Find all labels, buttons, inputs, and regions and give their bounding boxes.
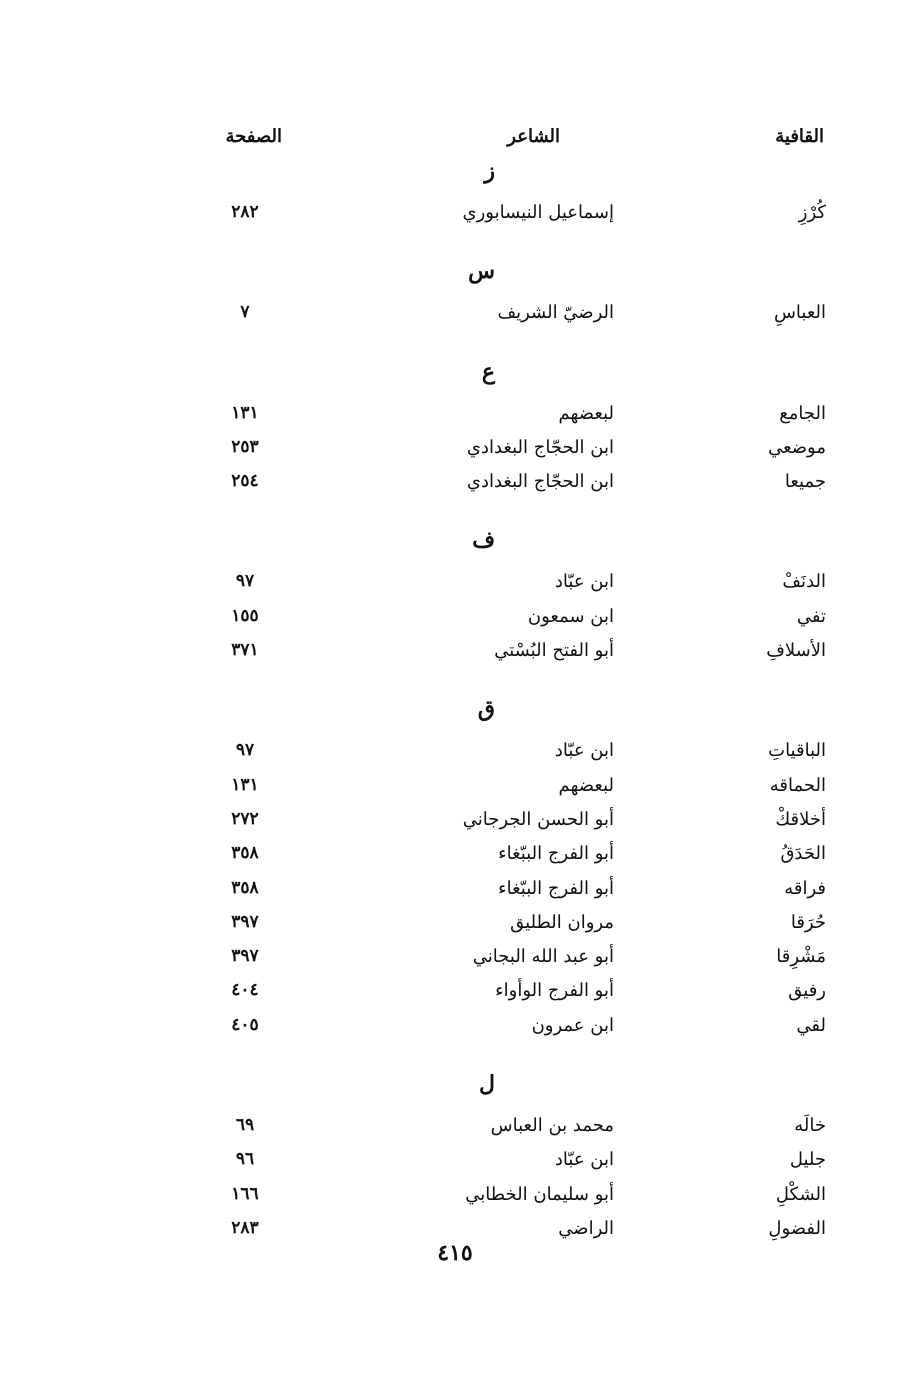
rhyme-cell: مَشْرِقا (776, 946, 826, 968)
index-row (0, 839, 910, 873)
index-row (0, 1111, 910, 1145)
section-letter (0, 357, 910, 391)
page-cell: ٢٧٢ (231, 808, 259, 829)
index-row (0, 908, 910, 942)
poet-cell: ابن الحجّاج البغدادي (466, 436, 614, 458)
page-number: ٤١٥ (437, 1240, 473, 1266)
header-rhyme: القافية (775, 126, 824, 147)
page-cell: ٦٩ (235, 1115, 255, 1136)
poet-cell: ابن الحجّاج البغدادي (466, 471, 614, 493)
rhyme-cell: الباقياتِ (768, 740, 826, 762)
section-letter (0, 1069, 910, 1103)
page-cell: ١٣١ (231, 774, 259, 795)
index-row (0, 874, 910, 908)
poet-cell: أبو الفرج الببّغاء (498, 843, 614, 865)
rhyme-cell: تفي (796, 605, 826, 627)
rhyme-cell: الحماقه (769, 774, 826, 796)
rhyme-cell: الأسلافِ (766, 640, 826, 662)
rhyme-cell: العباسِ (773, 302, 826, 324)
poet-cell: ابن سمعون (527, 605, 614, 627)
rhyme-cell: حُرَقا (790, 911, 826, 933)
rhyme-cell: الحَدَقُ (780, 843, 826, 865)
rhyme-cell: فراقه (784, 877, 826, 899)
rhyme-cell: موضعي (768, 436, 826, 458)
poet-cell: الرضيّ الشريف (497, 302, 614, 324)
index-row (0, 736, 910, 770)
poet-cell: أبو الحسن الجرجاني (462, 808, 614, 830)
poet-cell: ابن عبّاد (554, 571, 614, 593)
page-cell: ٣٥٨ (231, 877, 259, 898)
poet-cell: أبو سليمان الخطابي (465, 1183, 614, 1205)
rhyme-cell: جميعا (784, 471, 826, 493)
rhyme-cell: الجامع (779, 402, 826, 424)
index-row (0, 433, 910, 467)
rhyme-cell: كُرْزِ (798, 202, 826, 223)
section-letter (0, 256, 910, 290)
poet-cell: محمد بن العباس (490, 1115, 614, 1137)
index-row (0, 198, 910, 232)
index-row (0, 771, 910, 805)
poet-cell: أبو الفرج الوأواء (495, 980, 614, 1002)
page-cell: ٩٦ (235, 1149, 255, 1170)
header-poet: الشاعر (507, 126, 560, 147)
section-letter-text: ف (472, 527, 495, 554)
page-cell: ٣٧١ (231, 640, 259, 661)
header-page: الصفحة (225, 126, 282, 147)
page-cell: ١٣١ (231, 402, 259, 423)
rhyme-cell: لقي (796, 1014, 826, 1036)
rhyme-cell: خالَه (794, 1115, 826, 1137)
rhyme-cell: الشكْلِ (775, 1183, 826, 1205)
poet-cell: الراضي (558, 1217, 614, 1239)
section-letter-text: ل (479, 1071, 495, 1098)
index-row (0, 467, 910, 501)
index-row (0, 976, 910, 1010)
page-cell: ٣٥٨ (231, 843, 259, 864)
rhyme-cell: رفيق (788, 980, 826, 1002)
section-letter-text: س (468, 258, 495, 285)
page-cell: ٢٥٤ (231, 471, 259, 492)
index-body (0, 156, 910, 1248)
page-cell: ٣٩٧ (231, 911, 259, 932)
index-row (0, 805, 910, 839)
section-letter (0, 156, 910, 190)
rhyme-cell: الدنَفْ (782, 571, 826, 593)
section-letter-text: ع (481, 358, 495, 385)
page-cell: ٩٧ (235, 571, 255, 592)
poet-cell: لبعضهم (558, 402, 614, 424)
poet-cell: إسماعيل النيسابوري (462, 202, 614, 223)
index-row (0, 1180, 910, 1214)
poet-cell: ابن عبّاد (554, 740, 614, 762)
section-letter (0, 694, 910, 728)
poet-cell: ابن عبّاد (554, 1149, 614, 1171)
section-letter-text: ز (484, 158, 495, 184)
poet-cell: مروان الطليق (510, 911, 614, 933)
index-row (0, 567, 910, 601)
poet-cell: ابن عمرون (531, 1014, 614, 1036)
index-row (0, 602, 910, 636)
page-cell: ٢٨٢ (231, 202, 259, 222)
page-cell: ٢٥٣ (231, 436, 259, 457)
index-row (0, 636, 910, 670)
rhyme-cell: جليل (789, 1149, 826, 1171)
page-footer (0, 1240, 910, 1266)
rhyme-cell: أخلاقكْ (775, 808, 826, 830)
section-letter-text: ق (477, 696, 495, 723)
index-row (0, 298, 910, 332)
page-cell: ٣٩٧ (231, 946, 259, 967)
table-header (0, 126, 910, 156)
poet-cell: لبعضهم (558, 774, 614, 796)
page-cell: ٤٠٥ (231, 1014, 259, 1035)
page-cell: ١٥٥ (231, 605, 259, 626)
index-row (0, 399, 910, 433)
page-cell: ٤٠٤ (231, 980, 259, 1001)
index-row (0, 1145, 910, 1179)
page-cell: ٢٨٣ (231, 1217, 259, 1238)
index-row (0, 1011, 910, 1045)
page-cell: ٩٧ (235, 740, 255, 761)
page-cell: ١٦٦ (231, 1183, 259, 1204)
section-letter (0, 525, 910, 559)
poet-cell: أبو الفتح البُسْتي (494, 640, 614, 662)
poet-cell: أبو الفرج الببّغاء (498, 877, 614, 899)
rhyme-cell: الفضولِ (768, 1217, 826, 1239)
poet-cell: أبو عبد الله البجاني (472, 946, 614, 968)
index-row (0, 942, 910, 976)
page-cell: ٧ (240, 302, 250, 323)
